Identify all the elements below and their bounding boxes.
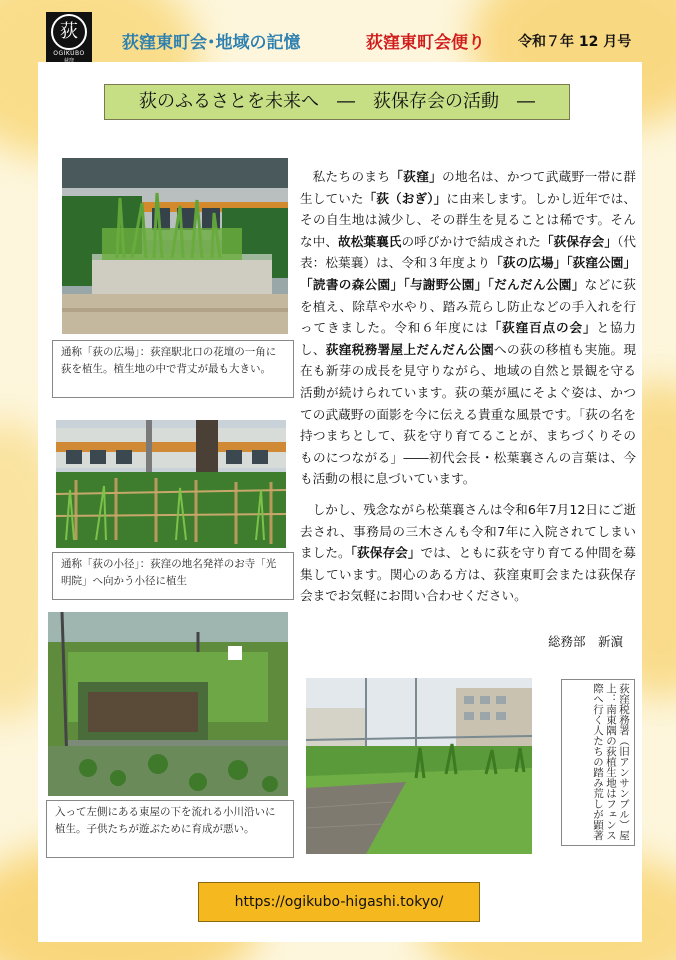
article-text: の呼びかけで結成された	[401, 233, 541, 249]
logo-sub: 荻窪	[63, 58, 74, 64]
article-text: では、ともに荻を守り育てる仲間を募集しています。関心のある方は、荻窪東町会または荻保存会までお気軽にお問い合わせください。	[300, 545, 637, 604]
website-url-link[interactable]: https://ogikubo-higashi.tokyo/	[198, 882, 480, 922]
headline-banner: 荻のふるさとを未来へ ― 荻保存会の活動 ―	[104, 84, 570, 120]
article-emphasis: 「荻窪」	[390, 169, 443, 184]
article-emphasis: 「荻保存会」	[540, 233, 618, 249]
issue-date: 令和７年 12 月号	[518, 34, 632, 50]
ogi-hiroba-caption: 通称「荻の広場」：荻窪駅北口の花壇の一角に荻を植生。植生地の中で背丈が最も大きい。	[52, 340, 294, 398]
article-text: と協力し、	[300, 320, 637, 357]
article-text: への荻の移植も実施。現在も新芽の成長を見守りながら、地域の自然と景観を守る活動が続けられています。荻の葉が風にそよぐ姿は、かつての武蔵野の面影を今に伝える貴重な風景です。「荻の名を持つまちとして、荻を守り育てることが、まちづくりそのものにつながる」――初代会長・松葉襄さんの言葉は、今も活動の根に息づいています。	[300, 341, 637, 487]
article-emphasis: 「荻（おぎ）」	[363, 190, 447, 206]
ogi-komichi-caption: 通称「荻の小径」：荻窪の地名発祥のお寺「光明院」へ向かう小径に植生	[52, 552, 294, 600]
ogi-hiroba-photo	[62, 158, 288, 334]
article-emphasis: 「荻保存会」	[350, 545, 421, 561]
article-paragraph-1	[300, 166, 636, 490]
article-text: の地名は、かつて武蔵野一帯に群生していた	[300, 169, 637, 206]
author-signature: 総務部 新濵	[548, 634, 624, 649]
article-text: （代表：松葉襄）は、令和３年度より	[300, 233, 637, 271]
article-text: しかし、残念ながら松葉襄さんは令和6年7月12日にご逝去され、事務局の三木さんも令和7年に入院されてしまいました。	[300, 501, 636, 561]
article-body	[300, 166, 636, 607]
logo-kanji: 荻	[51, 14, 87, 50]
article-paragraph-2	[300, 499, 636, 607]
ogi-komichi-photo	[56, 420, 286, 548]
article-text: 私たちのまち	[312, 169, 391, 184]
newsletter-title: 荻窪東町会便り	[366, 33, 485, 53]
article-emphasis: 「荻の広場」「荻窪公園」「読書の森公園」「与謝野公園」「だんだん公園」	[300, 255, 637, 292]
article-emphasis: 「荻窪百点の会」	[488, 320, 597, 336]
tax-office-roof-photo	[306, 678, 532, 854]
logo-word: OGIKUBO	[53, 50, 85, 57]
dandan-park-caption: 入って左側にある東屋の下を流れる小川沿いに植生。子供たちが遊ぶために育成が悪い。	[46, 800, 294, 858]
article-emphasis: 荻窪税務署屋上だんだん公園	[325, 341, 495, 357]
article-text: などに荻を植え、除草や水やり、踏み荒らし防止などの手入れを行ってきました。令和６年度には	[300, 276, 637, 336]
association-title: 荻窪東町会･地域の記憶	[122, 33, 301, 53]
article-emphasis: 故松葉襄氏	[338, 233, 402, 249]
article-text: に由来します。しかし近年では、その自生地は減少し、その群生を見ることは稀です。そんな中、	[300, 190, 637, 249]
ogikubo-logo	[46, 12, 92, 62]
tax-office-roof-caption: 荻窪税務署（旧アンサンブル）屋上：南東隅の荻植生地はフェンス際へ行く人たちの踏み荒しが顕著	[561, 679, 635, 846]
dandan-park-photo	[48, 612, 288, 796]
